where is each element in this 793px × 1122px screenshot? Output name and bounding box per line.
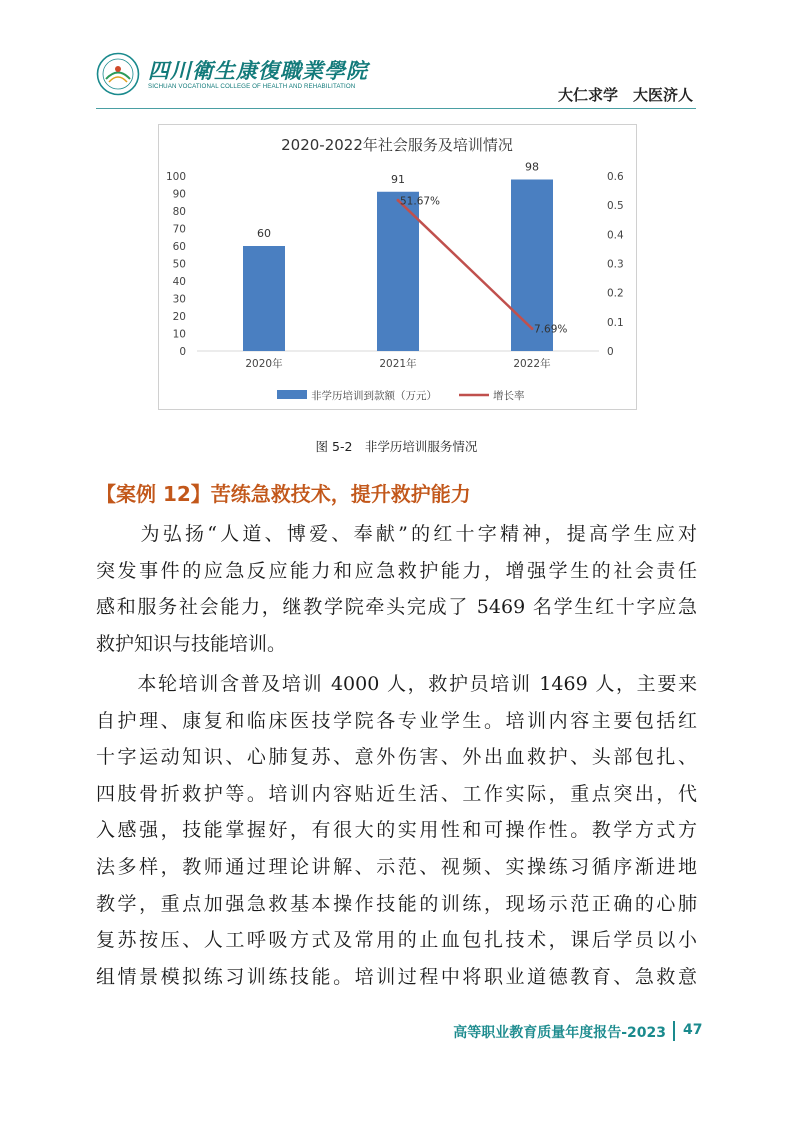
- x-tick-label: 2022年: [513, 358, 551, 370]
- school-logo: [96, 52, 366, 102]
- right-axis-tick-label: 0.4: [607, 229, 624, 242]
- bar-data-label: 60: [257, 227, 271, 240]
- bar: [243, 246, 285, 351]
- case-title: 【案例 12】苦练急救技术，提升救护能力: [96, 482, 471, 506]
- left-axis-tick-label: 100: [165, 171, 186, 183]
- header-divider: [96, 108, 696, 109]
- right-axis-tick-label: 0.2: [607, 287, 624, 300]
- legend-bar-label: 非学历培训到款额（万元）: [311, 390, 437, 402]
- paragraph-line: 本轮培训含普及培训 4000 人，救护员培训 1469 人，主要来: [96, 673, 697, 695]
- left-axis-tick-label: 80: [172, 206, 186, 218]
- page-number: 47: [683, 1022, 703, 1038]
- bar-data-label: 98: [525, 160, 539, 174]
- paragraph-line: 十字运动知识、心肺复苏、意外伤害、外出血救护、头部包扎、: [96, 746, 697, 769]
- figure-caption: 图 5-2 非学历培训服务情况: [315, 439, 478, 454]
- paragraph-line: 复苏按压、人工呼吸方式及常用的止血包扎技术，课后学员以小: [96, 929, 697, 952]
- paragraph-line: 法多样，教师通过理论讲解、示范、视频、实操练习循序渐进地: [96, 855, 697, 878]
- footer-report-title: 高等职业教育质量年度报告-2023: [453, 1025, 666, 1041]
- right-axis-tick-label: 0: [607, 346, 614, 358]
- right-axis-tick-label: 0.1: [607, 316, 624, 329]
- left-axis-tick-label: 30: [172, 293, 186, 306]
- right-axis-tick-label: 0.5: [607, 200, 624, 213]
- bar-data-label: 91: [391, 172, 405, 186]
- paragraph-line: 救护知识与技能培训。: [96, 632, 287, 655]
- right-axis-tick-label: 0.3: [607, 258, 624, 271]
- chart-title: 2020-2022年社会服务及培训情况: [281, 136, 513, 154]
- line-data-label: 7.69%: [534, 323, 568, 336]
- x-tick-label: 2021年: [379, 358, 417, 370]
- school-name-cn: 四川衛生康復職業學院: [148, 58, 368, 83]
- paragraph-line: 组情景模拟练习训练技能。培训过程中将职业道德教育、急救意: [96, 965, 697, 988]
- paragraph-1: [96, 516, 697, 662]
- paragraph-line: 为弘扬“人道、博爱、奉献”的红十字精神，提高学生应对: [96, 523, 697, 545]
- combo-chart: [159, 125, 636, 409]
- legend-line-label: 增长率: [493, 390, 525, 402]
- left-axis-tick-label: 50: [172, 258, 186, 271]
- x-tick-label: 2020年: [245, 358, 283, 370]
- line-data-label: 51.67%: [400, 195, 441, 208]
- chart-container: [158, 124, 637, 410]
- left-axis-tick-label: 90: [172, 188, 186, 201]
- left-axis-tick-label: 0: [179, 346, 186, 358]
- left-axis-tick-label: 10: [172, 328, 186, 341]
- left-axis-tick-label: 20: [172, 311, 186, 323]
- paragraph-line: 自护理、康复和临床医技学院各专业学生。培训内容主要包括红: [96, 709, 697, 732]
- school-name-en: SICHUAN VOCATIONAL COLLEGE OF HEALTH AND REHABILITATION: [148, 83, 356, 90]
- paragraph-line: 入感强，技能掌握好，有很大的实用性和可操作性。教学方式方: [96, 819, 697, 842]
- paragraph-line: 突发事件的应急反应能力和应急救护能力，增强学生的社会责任: [96, 559, 697, 582]
- paragraph-2: [96, 666, 697, 995]
- school-seal-icon: [96, 52, 140, 96]
- page-header: [0, 0, 793, 112]
- left-axis-tick-label: 70: [172, 223, 186, 236]
- paragraph-line: 感和服务社会能力，继教学院牵头完成了 5469 名学生红十字应急: [96, 596, 697, 619]
- left-axis-tick-label: 40: [172, 276, 186, 288]
- right-axis-tick-label: 0.6: [607, 171, 624, 183]
- left-axis-tick-label: 60: [172, 241, 186, 253]
- legend-bar-swatch: [277, 390, 307, 399]
- paragraph-line: 四肢骨折救护等。培训内容贴近生活、工作实际，重点突出，代: [96, 782, 697, 805]
- school-motto: 大仁求学 大医济人: [557, 86, 693, 104]
- paragraph-line: 教学，重点加强急救基本操作技能的训练，现场示范正确的心肺: [96, 892, 697, 915]
- footer-divider: [673, 1021, 675, 1041]
